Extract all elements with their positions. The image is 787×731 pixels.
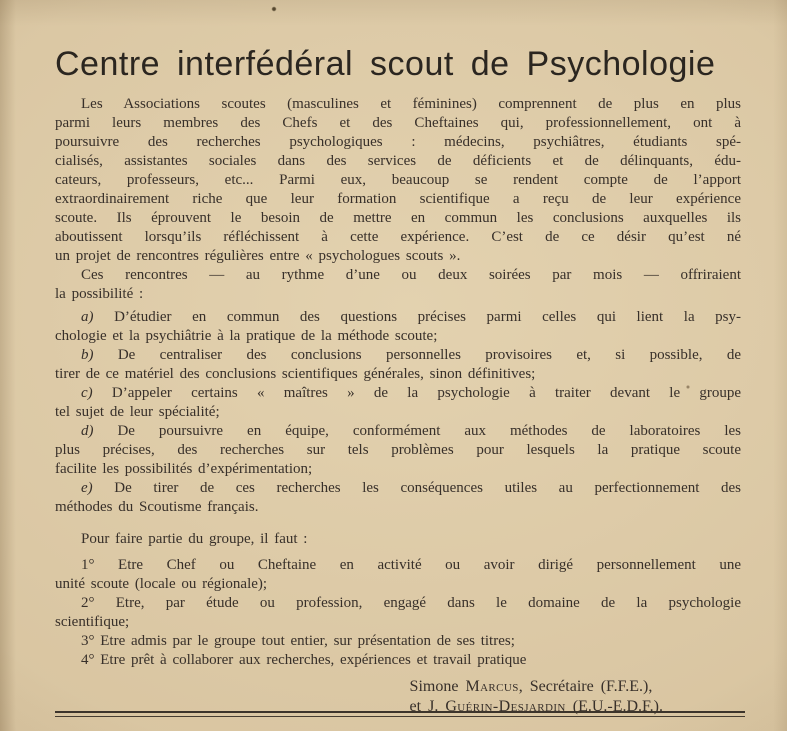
text-segment: Ces rencontres — au rythme d’une ou deux soirées par mois — offriraient [81,267,741,283]
text-line [55,266,741,285]
page-content [55,0,741,716]
text-line [55,247,741,266]
text-segment: Pour faire partie du groupe, il faut : [81,531,308,547]
membership-intro [55,530,741,549]
text-line [55,403,741,422]
text-line [55,422,741,441]
text-line [55,556,741,575]
text-line [55,651,741,670]
text-segment: scoute. Ils éprouvent le besoin de mettre en commun les conclusions auxquelles ils [55,210,741,226]
text-line [55,613,741,632]
text-line [55,479,741,498]
item-e [55,479,741,517]
text-line [55,365,741,384]
text-segment: 2° Etre, par étude ou profession, engagé dans le domaine de la psychologie [81,595,741,611]
text-segment: cateurs, professeurs, etc... Parmi eux, beaucoup se rendent compte de l’apport [55,172,741,188]
item-a [55,308,741,346]
text-line [55,575,741,594]
page-title: Centre interfédéral scout de Psychologie [55,45,716,83]
text-line [55,384,741,403]
text-segment: Guérin-Desjardin [445,697,566,715]
text-line [55,190,741,209]
text-segment: Simone [409,678,466,695]
rencontres-paragraph [55,266,741,304]
text-segment: Les Associations scoutes (masculines et féminines) comprennent de plus en plus [81,96,741,112]
text-segment: aboutissent lorsqu’ils réfléchissent à cette expérience. C’est de ce désir qu’est né [55,229,741,245]
item-marker: d) [81,423,94,439]
text-line [55,308,741,327]
text-segment: poursuivre des recherches psychologiques : médecins, psychiâtres, étudiants spé- [55,134,741,150]
text-line [55,95,741,114]
text-line [55,460,741,479]
text-segment: cialisés, assistantes sociales dans des services de déficients et de délinquants, édu- [55,153,741,169]
text-line [55,228,741,247]
item-b [55,346,741,384]
text-line [55,171,741,190]
item-marker: b) [81,347,94,363]
requirement-2 [55,594,741,632]
text-line [55,209,741,228]
text-segment: scientifique; [55,614,130,630]
text-line [55,114,741,133]
text-segment: chologie et la psychiâtrie à la pratique de la méthode scoute; [55,328,438,344]
item-marker: a) [81,309,94,325]
text-segment: la possibilité : [55,286,144,302]
text-segment: De centraliser des conclusions personnelles provisoires et, si possible, de [93,347,741,363]
text-segment: 3° Etre admis par le groupe tout entier, sur présentation de ses titres; [81,633,515,649]
text-segment: méthodes du Scoutisme français. [55,499,259,515]
signature-line [410,677,663,697]
text-line [55,498,741,517]
text-segment: un projet de rencontres régulières entre « psychologues scouts ». [55,248,461,264]
text-line [55,152,741,171]
item-marker: e) [81,480,93,496]
text-line [55,285,741,304]
text-line [55,632,741,651]
item-marker: c) [81,385,93,401]
text-segment: , Secrétaire (F.F.E.), [518,678,653,695]
text-segment: Marcus [465,678,519,695]
text-segment: facilite les possibilités d’expérimentation; [55,461,313,477]
bottom-double-rule [55,711,745,717]
text-segment: (E.U.-E.D.F.). [565,697,663,715]
item-d [55,422,741,479]
text-segment: De tirer de ces recherches les conséquences utiles au perfectionnement des [92,480,741,496]
requirement-1 [55,556,741,594]
text-line [55,594,741,613]
text-segment: plus précises, des recherches sur tels problèmes pour lesquels la pratique scoute [55,442,741,458]
text-segment: tirer de ce matériel des conclusions scientifiques générales, sinon définitives; [55,366,536,382]
text-segment: et J. [409,697,446,715]
text-segment: De poursuivre en équipe, conformément aux méthodes de laboratoires les [93,423,741,439]
requirement-4 [55,651,741,670]
text-line [55,530,741,549]
text-segment: tel sujet de leur spécialité; [55,404,220,420]
text-line [55,346,741,365]
text-segment: 1° Etre Chef ou Cheftaine en activité ou avoir dirigé personnellement une [81,557,741,573]
text-segment: D’appeler certains « maîtres » de la psychologie à traiter devant le groupe [92,385,741,401]
intro-paragraph [55,95,741,266]
item-c [55,384,741,422]
body-text [55,95,741,670]
text-line [55,133,741,152]
text-segment: 4° Etre prêt à collaborer aux recherches, expériences et travail pratique [81,652,527,668]
text-line [55,441,741,460]
requirement-3 [55,632,741,651]
text-segment: parmi leurs membres des Chefs et des Cheftaines qui, professionnellement, ont à [55,115,741,131]
text-segment: D’étudier en commun des questions précises parmi celles qui lient la psy- [93,309,741,325]
text-line [55,327,741,346]
text-segment: extraordinairement riche que leur formation scientifique a reçu de leur expérience [55,191,741,207]
text-segment: unité scoute (locale ou régionale); [55,576,268,592]
